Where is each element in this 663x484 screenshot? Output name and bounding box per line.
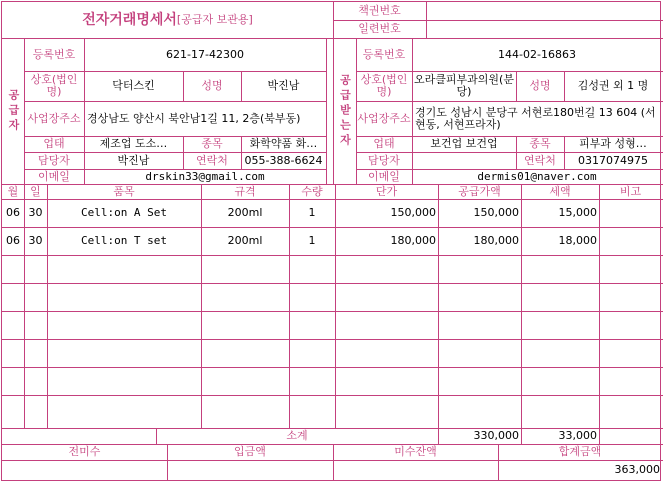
item-note <box>599 227 662 255</box>
item-spec: 200ml <box>227 206 263 219</box>
transaction-statement <box>1 1 661 481</box>
subtotal-tax: 33,000 <box>558 429 597 442</box>
supplier-side-label: 공급자 <box>7 88 20 134</box>
deposit-value <box>167 460 333 480</box>
col-header-supply: 공급가액 <box>458 184 501 198</box>
receiver-biz-item: 피부과 성형… <box>579 137 647 150</box>
supplier-email: drskin33@gmail.com <box>145 169 265 183</box>
balance-label: 미수잔액 <box>394 445 437 458</box>
item-spec: 200ml <box>227 234 263 247</box>
item-month: 06 <box>6 206 20 219</box>
deposit-label: 입금액 <box>234 445 266 458</box>
supplier-biz-item-label: 종목 <box>201 137 223 150</box>
col-header-note: 비고 <box>619 184 642 198</box>
col-header-item: 품목 <box>113 184 135 198</box>
receiver-email: dermis01@naver.com <box>477 169 597 183</box>
book-no-label: 책권번호 <box>358 4 401 17</box>
rule-line <box>2 367 663 368</box>
serial-no-value <box>426 20 662 38</box>
supplier-biz-type: 제조업 도소… <box>99 137 168 150</box>
supplier-reg-label: 등록번호 <box>32 47 76 61</box>
receiver-rep: 김성권 외 1 명 <box>577 79 649 92</box>
rule-line <box>2 283 663 284</box>
supplier-manager: 박진남 <box>117 153 150 167</box>
supplier-addr: 경상남도 양산시 북안남1길 11, 2층(북부동) <box>87 111 301 125</box>
receiver-manager-label: 담당자 <box>368 153 400 167</box>
receiver-contact-label: 연락처 <box>524 153 556 167</box>
item-day: 30 <box>28 206 43 219</box>
receiver-reg-no: 144-02-16863 <box>498 47 576 61</box>
col-header-month: 월 <box>7 184 19 198</box>
receiver-biz-type-label: 업태 <box>373 137 395 150</box>
item-supply: 180,000 <box>473 234 519 247</box>
receiver-side-label: 공급받는자 <box>338 73 352 149</box>
receiver-contact: 0317074975 <box>578 153 648 167</box>
supplier-contact-label: 연락처 <box>196 153 228 167</box>
total-label: 합계금액 <box>558 445 602 458</box>
subtotal-supply: 330,000 <box>473 429 519 442</box>
rule-line <box>326 38 327 185</box>
supplier-name: 닥터스킨 <box>112 79 155 92</box>
item-qty: 1 <box>308 234 316 247</box>
supplier-biz-item: 화학약품 화… <box>249 137 318 150</box>
rule-line <box>2 255 663 256</box>
item-month: 06 <box>6 234 20 247</box>
rule-line <box>2 395 663 396</box>
receiver-manager <box>412 152 516 169</box>
item-name: Cell:on A Set <box>80 206 168 219</box>
serial-no-label: 일련번호 <box>358 22 401 35</box>
col-header-spec: 규격 <box>234 184 256 198</box>
supplier-biz-type-label: 업태 <box>43 137 65 150</box>
supplier-contact: 055-388-6624 <box>244 153 323 167</box>
item-supply: 150,000 <box>473 206 519 219</box>
receiver-email-label: 이메일 <box>368 169 400 183</box>
subtotal-label: 소계 <box>286 429 308 442</box>
receiver-biz-item-label: 종목 <box>529 137 551 150</box>
supplier-email-label: 이메일 <box>38 169 70 183</box>
item-tax: 15,000 <box>558 206 597 219</box>
item-note <box>599 199 662 227</box>
col-header-tax: 세액 <box>549 184 571 198</box>
receiver-addr: 경기도 성남시 분당구 서현로180번길 13 604 (서현동, 서현프라자) <box>415 105 656 131</box>
item-name: Cell:on T set <box>80 234 168 247</box>
balance-value <box>333 460 498 480</box>
supplier-rep: 박진남 <box>267 79 300 92</box>
prev-balance-label: 전미수 <box>68 445 101 458</box>
supplier-reg-no: 621-17-42300 <box>166 47 244 61</box>
item-day: 30 <box>28 234 43 247</box>
receiver-name: 오라클피부과의원(분당) <box>414 73 514 98</box>
receiver-name-label: 상호(법인명) <box>360 73 408 98</box>
book-no-value <box>426 2 662 20</box>
item-qty: 1 <box>308 206 316 219</box>
item-unit-price: 180,000 <box>390 234 436 247</box>
rule-line <box>599 428 600 445</box>
supplier-rep-label: 성명 <box>201 79 223 92</box>
rule-line <box>2 311 663 312</box>
col-header-day: 일 <box>30 184 41 198</box>
col-header-unit-price: 단가 <box>375 184 398 198</box>
title-main: 전자거래명세서 <box>82 12 177 28</box>
receiver-addr-label: 사업장주소 <box>357 111 411 125</box>
supplier-name-label: 상호(법인명) <box>30 73 78 98</box>
title-sub: [공급자 보관용] <box>176 13 253 26</box>
document-title <box>4 4 331 36</box>
receiver-reg-label: 등록번호 <box>362 47 406 61</box>
item-unit-price: 150,000 <box>390 206 436 219</box>
supplier-addr-label: 사업장주소 <box>27 111 81 125</box>
col-header-qty: 수량 <box>301 184 323 198</box>
rule-line <box>2 339 663 340</box>
item-tax: 18,000 <box>558 234 597 247</box>
receiver-biz-type: 보건업 보건업 <box>430 137 498 150</box>
prev-balance-value <box>2 460 167 480</box>
total-value: 363,000 <box>614 463 660 476</box>
receiver-rep-label: 성명 <box>529 79 551 92</box>
supplier-manager-label: 담당자 <box>38 153 70 167</box>
